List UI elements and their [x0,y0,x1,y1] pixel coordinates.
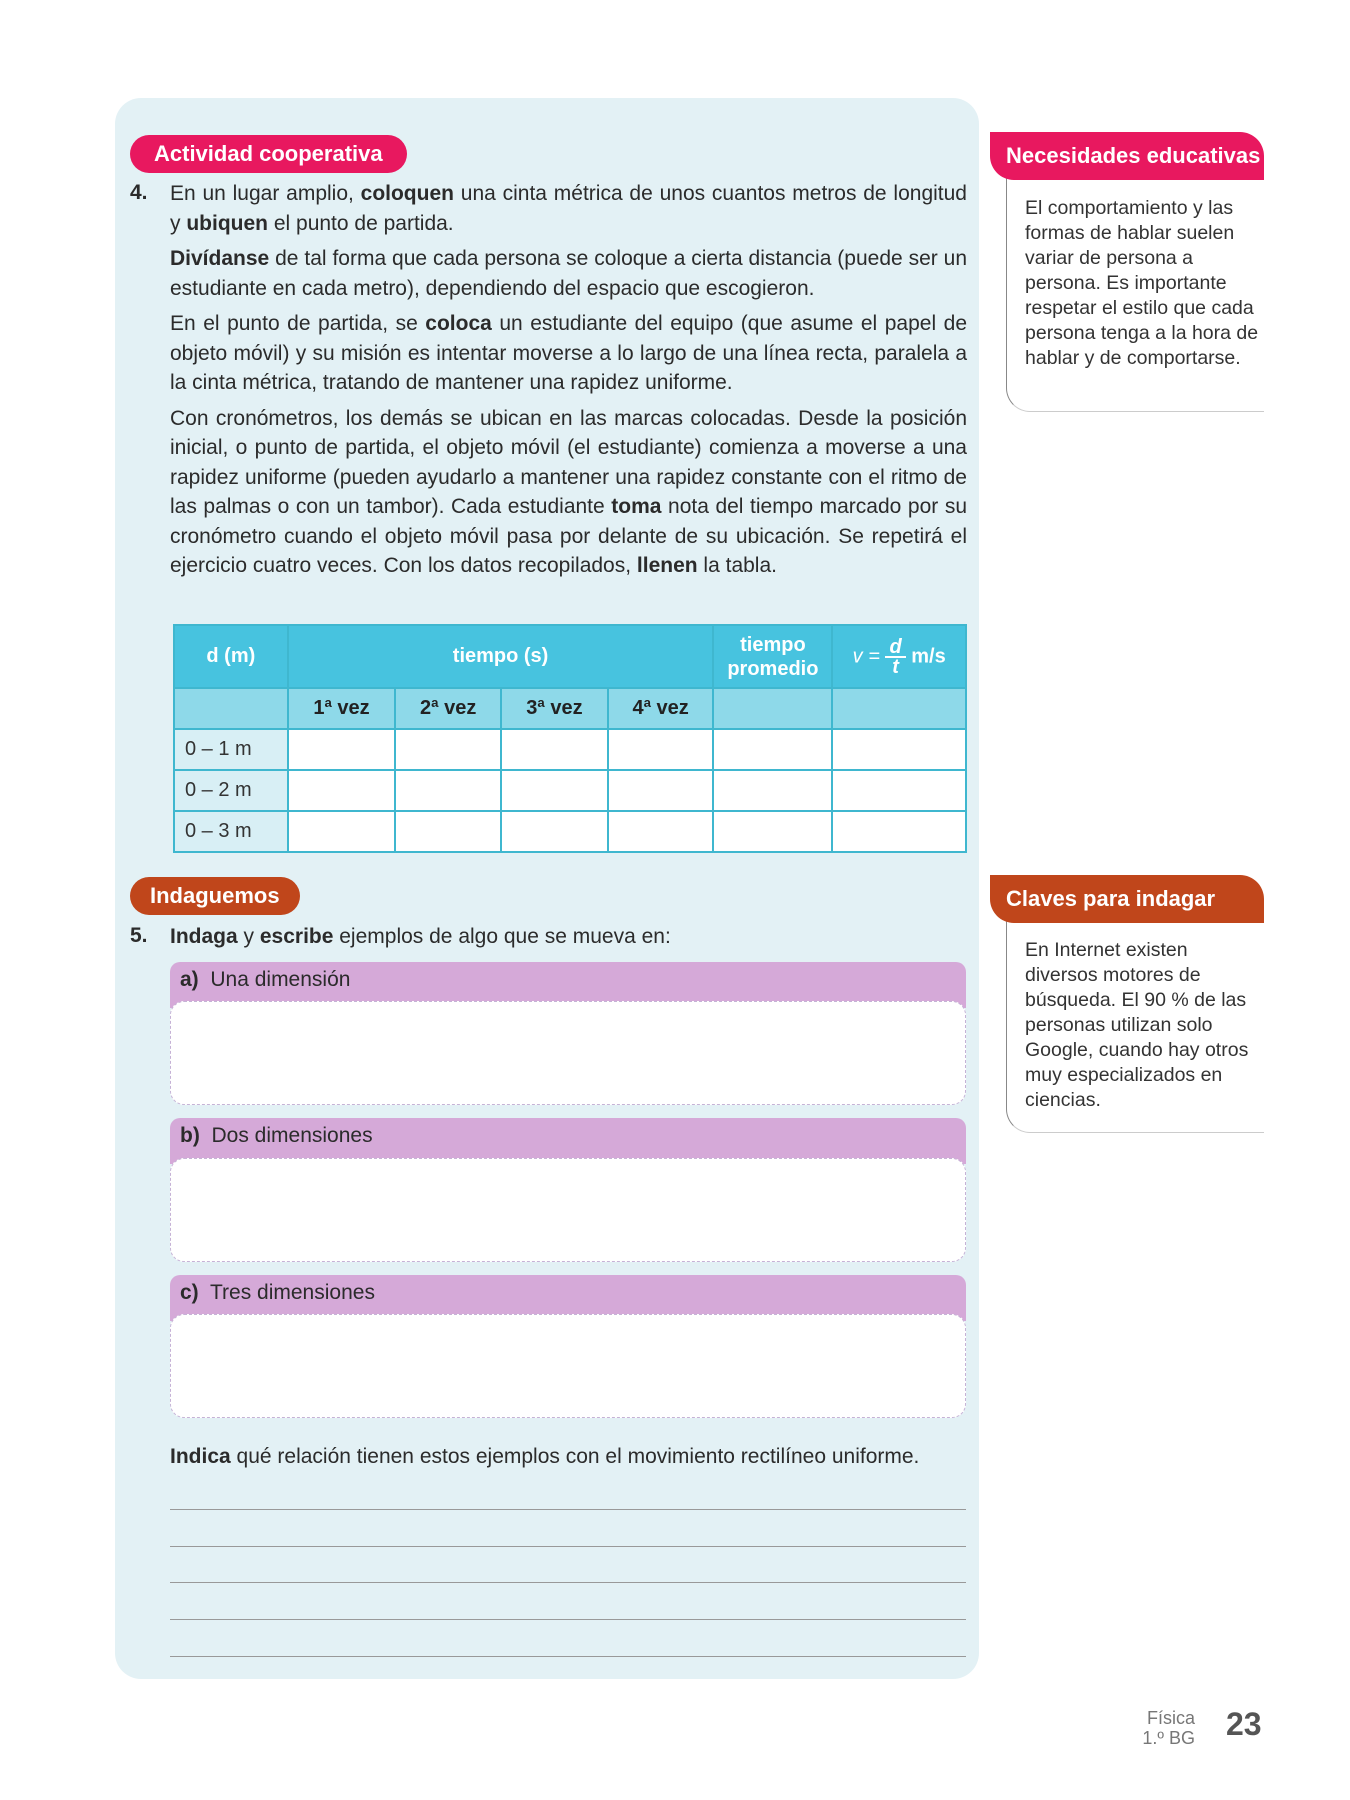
answer-line[interactable] [170,1619,966,1620]
letter: b) [180,1124,200,1147]
grade: 1.º BG [1142,1728,1195,1748]
item-number-5: 5. [130,924,148,947]
activity-instructions [170,179,967,587]
header-velocity [832,625,966,688]
input-cell[interactable] [501,811,608,852]
table-row [174,770,966,811]
text: nota del tiempo marcado por su cronómetro cuando el objeto móvil pasa por delante de su ubicación. Se repetirá el ejercicio cuatro veces. Con los datos recopilados, [170,495,968,577]
inquiry-question [170,922,967,952]
sidebar-text: En Internet existen diversos motores de búsqueda. El 90 % de las personas utilizan solo Google, cuando hay otros muy especializados en ciencias. [1025,939,1249,1111]
text: coloca [425,312,492,335]
text: ejemplos de algo que se mueva en: [333,925,671,948]
subject: Física [1146,1708,1195,1728]
text: Indica [170,1445,231,1468]
text: coloquen [360,182,454,205]
input-cell[interactable] [395,770,501,811]
text: Divídanse [170,247,270,270]
row-label: 0 – 2 m [174,770,288,811]
page-number: 23 [1226,1706,1262,1742]
cell [174,688,288,729]
indica-prompt [170,1442,967,1472]
text: y [237,925,260,948]
text: llenen [636,554,698,577]
subheader: 4ª vez [608,688,714,729]
input-cell[interactable] [832,811,966,852]
input-cell[interactable] [713,770,832,811]
cell [713,688,832,729]
header-time: tiempo (s) [288,625,714,688]
input-cell[interactable] [288,729,396,770]
answer-line[interactable] [170,1656,966,1657]
text: Con cronómetros, los demás se ubican en las marcas colocadas. Desde la posición inicial, o punto de partida, el objeto móvil (el estudiante) comienza a moverse a una rapidez uniforme (pueden ayudarlo a mantener una rapidez constante con el ritmo de las palmas o con un tambor). Cada estudiante [170,406,967,518]
text: el punto de partida. [268,211,454,235]
input-cell[interactable] [395,729,501,770]
text: t [892,655,899,678]
input-cell[interactable] [501,729,608,770]
input-cell[interactable] [832,729,966,770]
footer-subject [1130,1708,1195,1748]
text: Indaga [170,925,238,948]
text: de tal forma que cada persona se coloque a cierta distancia (puede ser un estudiante en cada metro), dependiendo del espacio que escogieron. [170,247,967,300]
text: En el punto de partida, se [170,312,426,335]
text: m/s [911,644,946,667]
text: En un lugar amplio, [170,182,361,205]
table-row [174,729,966,770]
cell [832,688,966,729]
header-avg-time: tiempo promedio [713,625,832,688]
answer-box-a[interactable] [170,1001,966,1105]
answer-line[interactable] [170,1546,966,1547]
input-cell[interactable] [608,729,714,770]
text: Tres dimensiones [209,1281,375,1304]
text: toma [611,495,662,518]
header-distance: d (m) [174,625,288,688]
row-label: 0 – 1 m [174,729,288,770]
data-table [173,624,967,853]
subheader: 2ª vez [395,688,501,729]
input-cell[interactable] [288,811,396,852]
input-cell[interactable] [395,811,501,852]
text: Una dimensión [210,968,351,991]
sidebar-box-claves [1006,912,1264,1133]
text: ubiquen [186,211,268,235]
answer-box-b[interactable] [170,1158,966,1262]
text: Dos dimensiones [211,1124,373,1147]
answer-box-c[interactable] [170,1314,966,1418]
text: escribe [259,925,334,948]
table-row [174,811,966,852]
answer-line[interactable] [170,1509,966,1510]
sidebar-title-claves: Claves para indagar [990,875,1264,923]
subheader: 3ª vez [501,688,608,729]
answer-line[interactable] [170,1582,966,1583]
input-cell[interactable] [501,770,608,811]
row-label: 0 – 3 m [174,811,288,852]
input-cell[interactable] [608,811,714,852]
text: v = [852,644,880,667]
text: un estudiante del equipo (que asume el papel de objeto móvil) y su misión es intentar moverse a lo largo de una línea recta, paralela a la cinta métrica, tratando de mantener una rapidez uniforme. [170,312,968,394]
text: d [885,638,905,658]
text: una cinta métrica de unos cuantos metros de longitud y [170,182,967,235]
input-cell[interactable] [288,770,396,811]
text: la tabla. [697,554,777,577]
input-cell[interactable] [713,729,832,770]
sidebar-title-necesidades: Necesidades educativas [990,132,1264,180]
text: qué relación tienen estos ejemplos con el movimiento rectilíneo uniforme. [230,1445,920,1468]
sidebar-box-necesidades [1006,170,1264,412]
input-cell[interactable] [608,770,714,811]
activity-label: Actividad cooperativa [130,135,407,173]
input-cell[interactable] [713,811,832,852]
input-cell[interactable] [832,770,966,811]
subheader: 1ª vez [288,688,396,729]
fraction [885,635,905,678]
sidebar-text: El comportamiento y las formas de hablar suelen variar de persona a persona. Es importante respetar el estilo que cada persona tenga a la hora de hablar y de comportarse. [1025,197,1259,369]
letter: c) [180,1281,199,1304]
item-number-4: 4. [130,181,148,204]
inquiry-label: Indaguemos [130,877,300,915]
letter: a) [180,968,199,991]
